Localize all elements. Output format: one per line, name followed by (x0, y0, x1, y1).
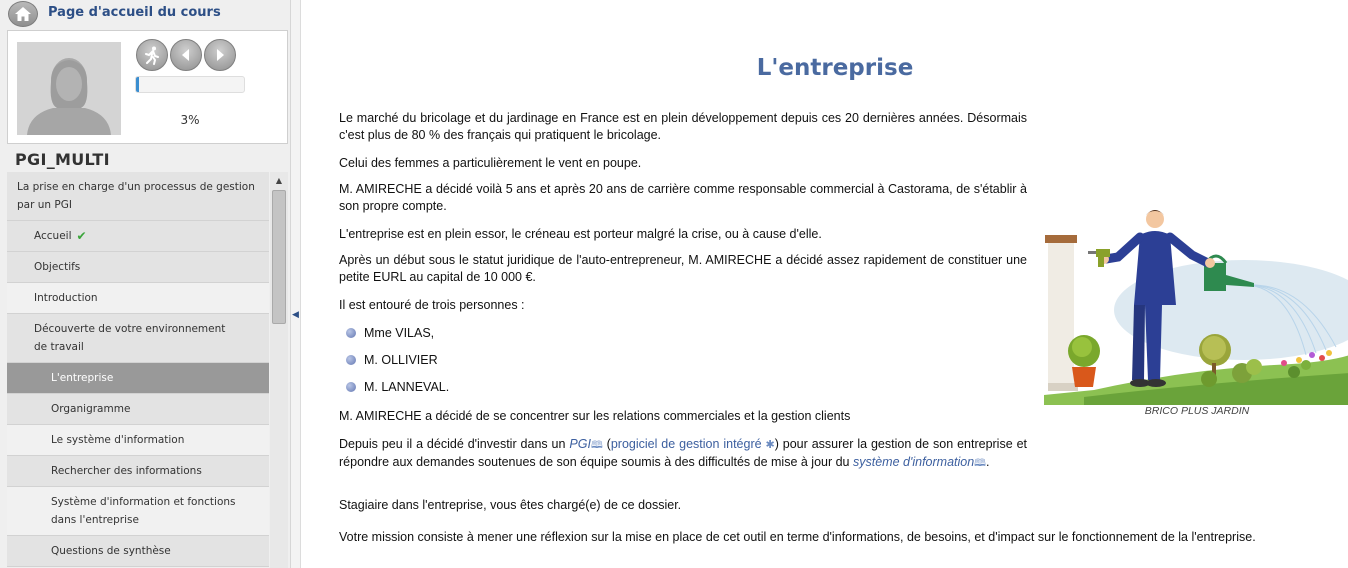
glossary-link-si[interactable] (853, 455, 986, 469)
menu-item-label: La prise en charge d'un processus de gestion par un PGI (17, 181, 255, 211)
gardener-illustration (1044, 205, 1348, 405)
content-area (302, 0, 1348, 568)
person-name: M. OLLIVIER (364, 353, 438, 367)
menu-item-label: Introduction (34, 292, 98, 304)
text-span: Depuis peu il a décidé d'investir dans un (339, 437, 570, 451)
menu-item-decouverte[interactable] (7, 314, 269, 363)
person-name: M. LANNEVAL. (364, 380, 450, 394)
progress-runner-button[interactable] (136, 39, 168, 71)
bullet-icon (346, 328, 356, 338)
progress-bar-fill (136, 77, 139, 92)
menu-item-accueil[interactable] (7, 221, 269, 252)
menu-item-label: Questions de synthèse (51, 545, 171, 557)
glossary-term: système d'information (852, 455, 975, 469)
arrow-left-icon (178, 47, 194, 63)
bullet-icon (346, 355, 356, 365)
check-icon: ✔ (76, 229, 87, 243)
paragraph-growth: L'entreprise est en plein essor, le créneau est porteur malgré la crise, ou à cause d'elle. (339, 227, 822, 241)
home-title-link[interactable]: Page d'accueil du cours (48, 5, 221, 20)
profile-panel (7, 30, 288, 144)
scrollbar-thumb[interactable] (272, 190, 286, 324)
menu-item-rechercher[interactable] (7, 456, 269, 487)
person-name: Mme VILAS, (364, 326, 435, 340)
menu-item-systeme-information[interactable] (7, 425, 269, 456)
progress-bar (135, 76, 245, 93)
list-item (346, 326, 434, 340)
menu-item-label: Objectifs (34, 261, 81, 273)
course-title: PGI_MULTI (15, 150, 110, 169)
paragraph-market: Le marché du bricolage et du jardinage en France est en plein développement depuis ces 20 dernières années. Désormais c'est plus de 80 % des français qui pratiquent le bricolage. (339, 111, 1027, 142)
menu-item-introduction[interactable] (7, 283, 269, 314)
menu-item-label: L'entreprise (51, 372, 114, 384)
bullet-icon (346, 382, 356, 392)
paragraph-pgi (339, 436, 1027, 472)
menu-scrollbar[interactable] (270, 172, 288, 568)
sidebar (0, 0, 291, 568)
menu-item-module[interactable] (7, 172, 269, 221)
menu-item-label: Système d'information et fonctions dans l'entreprise (51, 496, 236, 526)
home-button[interactable] (8, 1, 38, 27)
paragraph-career: M. AMIRECHE a décidé voilà 5 ans et après 20 ans de carrière comme responsable commercial à Castorama, de s'établir à son propre compte. (339, 182, 1027, 213)
user-silhouette-icon (17, 42, 121, 135)
paragraph-legal: Après un début sous le statut juridique de l'auto-entrepreneur, M. AMIRECHE a décidé assez rapidement de constituer une petite EURL au capital de 10 000 €. (339, 253, 1027, 284)
collapse-left-icon[interactable]: ◀ (292, 310, 299, 320)
text-span: ) pour assurer la gestion de son entreprise et répondre aux demandes soutenues de son équipe soumis à des difficultés de mise à jour du (339, 437, 1027, 469)
definition-star-icon: ✱ (765, 439, 775, 451)
previous-button[interactable] (170, 39, 202, 71)
runner-icon (142, 45, 162, 65)
text-span: ( (602, 437, 611, 451)
avatar (17, 42, 121, 135)
illustration-caption: BRICO PLUS JARDIN (1144, 405, 1250, 417)
progress-percent: 3% (180, 113, 200, 127)
sidebar-collapse-strip[interactable] (291, 0, 301, 568)
menu-item-label: Découverte de votre environnement de travail (34, 323, 226, 353)
text-span: . (985, 455, 990, 469)
paragraph-women: Celui des femmes a particulièrement le vent en poupe. (339, 156, 642, 170)
menu-item-label: Organigramme (51, 403, 131, 415)
menu-item-si-fonctions[interactable] (7, 487, 269, 536)
course-menu (7, 172, 269, 568)
glossary-book-icon: 🕮 (974, 458, 986, 469)
menu-item-entreprise[interactable] (7, 363, 269, 394)
menu-item-questions[interactable] (7, 536, 269, 567)
paragraph-team-intro: Il est entouré de trois personnes : (339, 298, 525, 312)
home-row (0, 0, 291, 28)
home-icon (14, 6, 32, 22)
page-title: L'entreprise (756, 55, 914, 81)
paragraph-intern: Stagiaire dans l'entreprise, vous êtes chargé(e) de ce dossier. (339, 498, 682, 512)
paragraph-mission: Votre mission consiste à mener une réflexion sur la mise en place de cet outil en terme d'informations, de besoins, et d'impact sur le fonctionnement de la l'entreprise. (339, 530, 1256, 544)
scroll-up-icon[interactable]: ▲ (275, 176, 283, 185)
definition-term: progiciel de gestion intégré (610, 437, 762, 451)
next-button[interactable] (204, 39, 236, 71)
arrow-right-icon (212, 47, 228, 63)
glossary-book-icon: 🕮 (590, 440, 603, 451)
menu-item-organigramme[interactable] (7, 394, 269, 425)
glossary-link-pgi[interactable] (569, 437, 602, 451)
menu-item-label: Rechercher des informations (51, 465, 202, 477)
list-item (346, 380, 449, 394)
glossary-term: PGI (569, 437, 591, 451)
paragraph-focus: M. AMIRECHE a décidé de se concentrer sur les relations commerciales et la gestion clients (339, 409, 851, 423)
list-item (346, 353, 438, 367)
menu-item-label: Le système d'information (51, 434, 185, 446)
menu-item-label: Accueil (34, 230, 72, 242)
menu-item-objectifs[interactable] (7, 252, 269, 283)
definition-link[interactable] (611, 437, 775, 451)
